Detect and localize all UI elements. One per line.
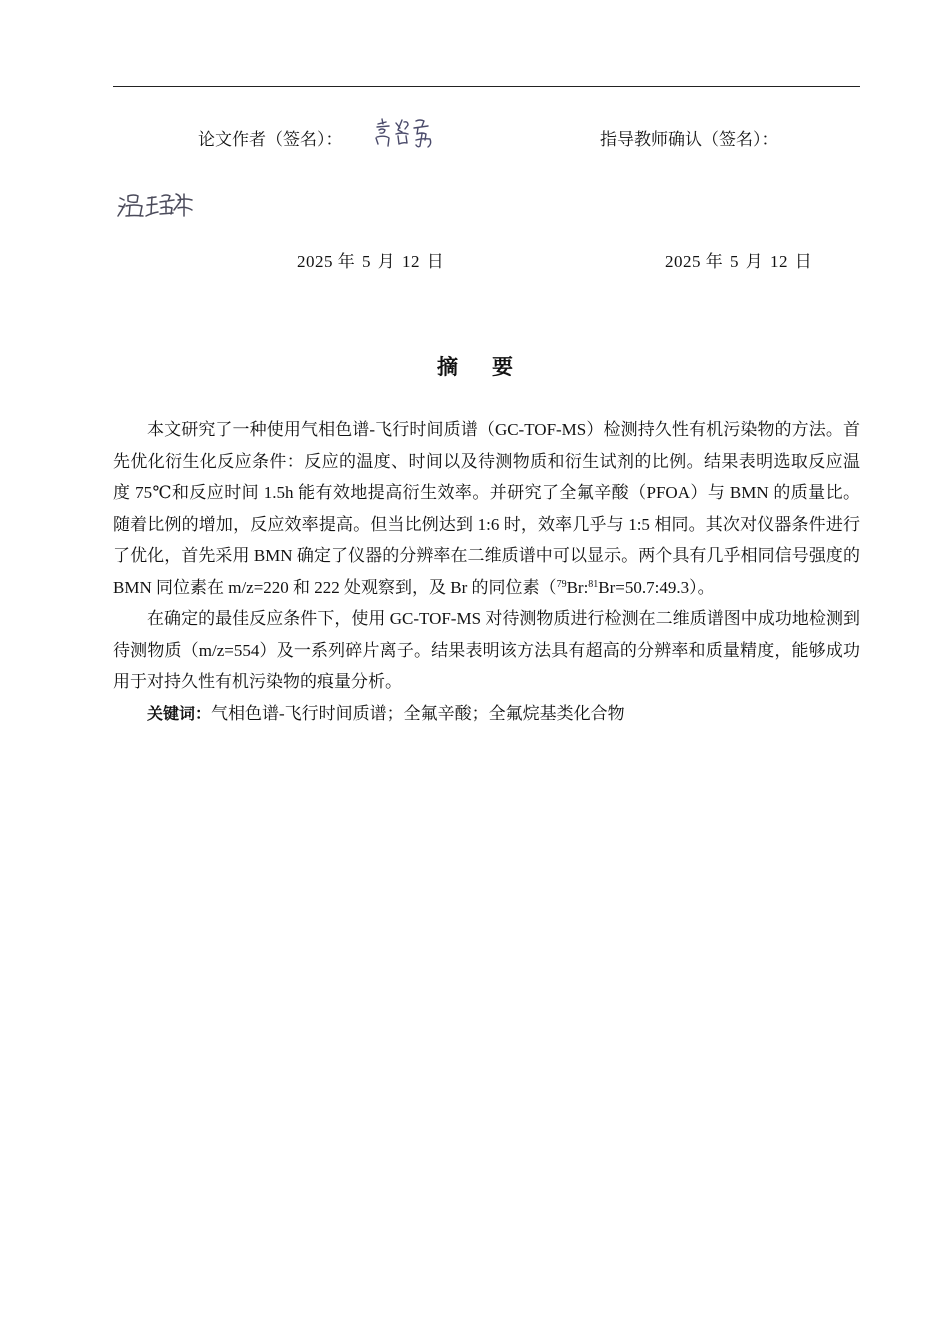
- advisor-date-month: 5: [730, 252, 739, 271]
- advisor-date-day-char: 日: [794, 252, 813, 271]
- advisor-handwritten-signature: [116, 186, 196, 222]
- author-date-day: 12: [402, 252, 420, 271]
- keywords-line: [113, 698, 860, 730]
- author-date-month-char: 月: [377, 252, 396, 271]
- author-handwritten-signature: [372, 116, 440, 150]
- author-date-year: 2025: [297, 252, 333, 271]
- advisor-date-year: 2025: [665, 252, 701, 271]
- advisor-date: [665, 250, 812, 274]
- isotope-superscript-79: 79: [556, 578, 567, 590]
- isotope-superscript-81: 81: [588, 578, 599, 590]
- isotope-ratio-tail: Br=50.7:49.3）。: [598, 577, 715, 597]
- advisor-signature-label: 指导教师确认（签名）：: [600, 130, 779, 149]
- abstract-paragraph-2: 在确定的最佳反应条件下，使用 GC-TOF-MS 对待测物质进行检测在二维质谱图中成功地检测到待测物质（m/z=554）及一系列碎片离子。结果表明该方法具有超高的分辨率和质量精度，能够成功用于对持久性有机污染物的痕量分析。: [113, 609, 860, 691]
- author-date-month: 5: [362, 252, 371, 271]
- keywords-label: 关键词：: [147, 703, 212, 723]
- abstract-paragraph-1: [113, 414, 860, 603]
- abstract-body: [113, 414, 860, 729]
- abstract-paragraph-1-text: 本文研究了一种使用气相色谱-飞行时间质谱（GC-TOF-MS）检测持久性有机污染物的方法。首先优化衍生化反应条件：反应的温度、时间以及待测物质和衍生试剂的比例。结果表明选取反应温度 75℃和反应时间 1.5h 能有效地提高衍生效率。并研究了全氟辛酸（PFOA）与 BMN 的质量比。随着比例的增加，反应效率提高。但当比例达到 1:6 时，效率几乎与 1:5 相同。其次对仪器条件进行了优化，首先采用 BMN 确定了仪器的分辨率在二维质谱中可以显示。两个具有几乎相同信号强度的 BMN 同位素在 m/z=220 和 222 处观察到，及 Br 的同位素（: [113, 420, 860, 597]
- header-rule: [113, 86, 860, 87]
- abstract-heading: 摘要: [437, 355, 547, 379]
- author-date-year-char: 年: [337, 252, 356, 271]
- isotope-ratio-mid: Br:: [566, 577, 589, 597]
- advisor-date-day: 12: [770, 252, 788, 271]
- advisor-date-year-char: 年: [705, 252, 724, 271]
- author-signature-label: 论文作者（签名）：: [198, 130, 343, 149]
- keywords-list: 气相色谱-飞行时间质谱；全氟辛酸；全氟烷基类化合物: [211, 703, 625, 723]
- advisor-date-month-char: 月: [745, 252, 764, 271]
- author-date: [297, 250, 444, 274]
- author-date-day-char: 日: [426, 252, 445, 271]
